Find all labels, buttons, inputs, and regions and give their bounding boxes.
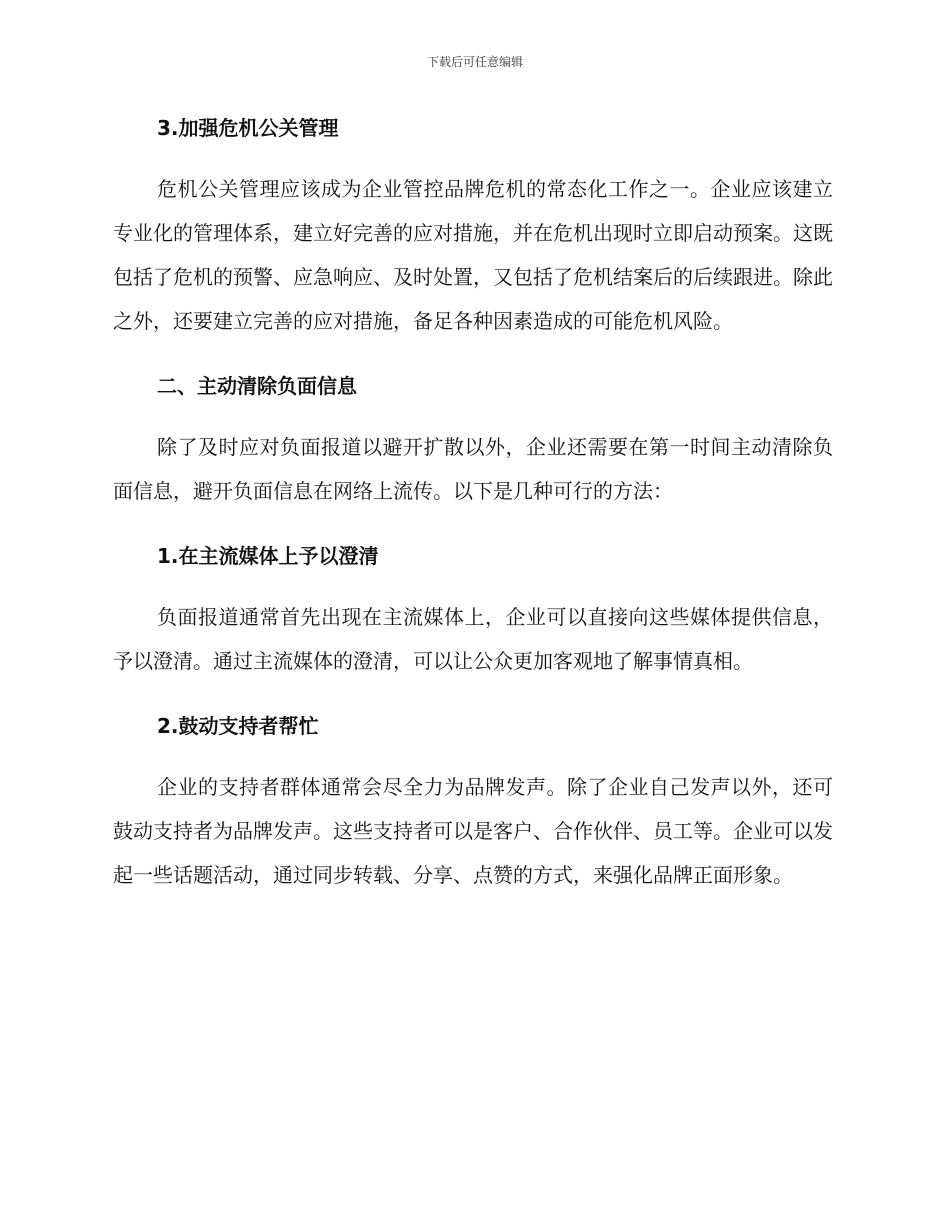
section-heading-supporters: 2.鼓动支持者帮忙 <box>157 714 319 738</box>
section-paragraph-mainstream-media: 负面报道通常首先出现在主流媒体上，企业可以直接向这些媒体提供信息，予以澄清。通过主流媒体的澄清，可以让公众更加客观地了解事情真相。 <box>113 605 833 673</box>
document-body <box>113 110 833 897</box>
section-paragraph-crisis-pr: 危机公关管理应该成为企业管控品牌危机的常态化工作之一。企业应该建立专业化的管理体系，建立好完善的应对措施，并在危机出现时立即启动预案。这既包括了危机的预警、应急响应、及时处置，又包括了危机结案后的后续跟进。除此之外，还要建立完善的应对措施，备足各种因素造成的可能危机风险。 <box>113 177 833 333</box>
section-paragraph-supporters: 企业的支持者群体通常会尽全力为品牌发声。除了企业自己发声以外，还可鼓动支持者为品牌发声。这些支持者可以是客户、合作伙伴、员工等。企业可以发起一些话题活动，通过同步转载、分享、点赞的方式，来强化品牌正面形象。 <box>113 775 833 887</box>
section-heading-mainstream-media: 1.在主流媒体上予以澄清 <box>157 544 379 568</box>
section-heading-clear-negative: 二、主动清除负面信息 <box>157 374 357 398</box>
page-header: 下载后可任意编辑 <box>426 55 523 69</box>
section-paragraph-clear-negative: 除了及时应对负面报道以避开扩散以外，企业还需要在第一时间主动清除负面信息，避开负面信息在网络上流传。以下是几种可行的方法： <box>113 435 833 503</box>
section-heading-crisis-pr: 3.加强危机公关管理 <box>157 116 339 140</box>
